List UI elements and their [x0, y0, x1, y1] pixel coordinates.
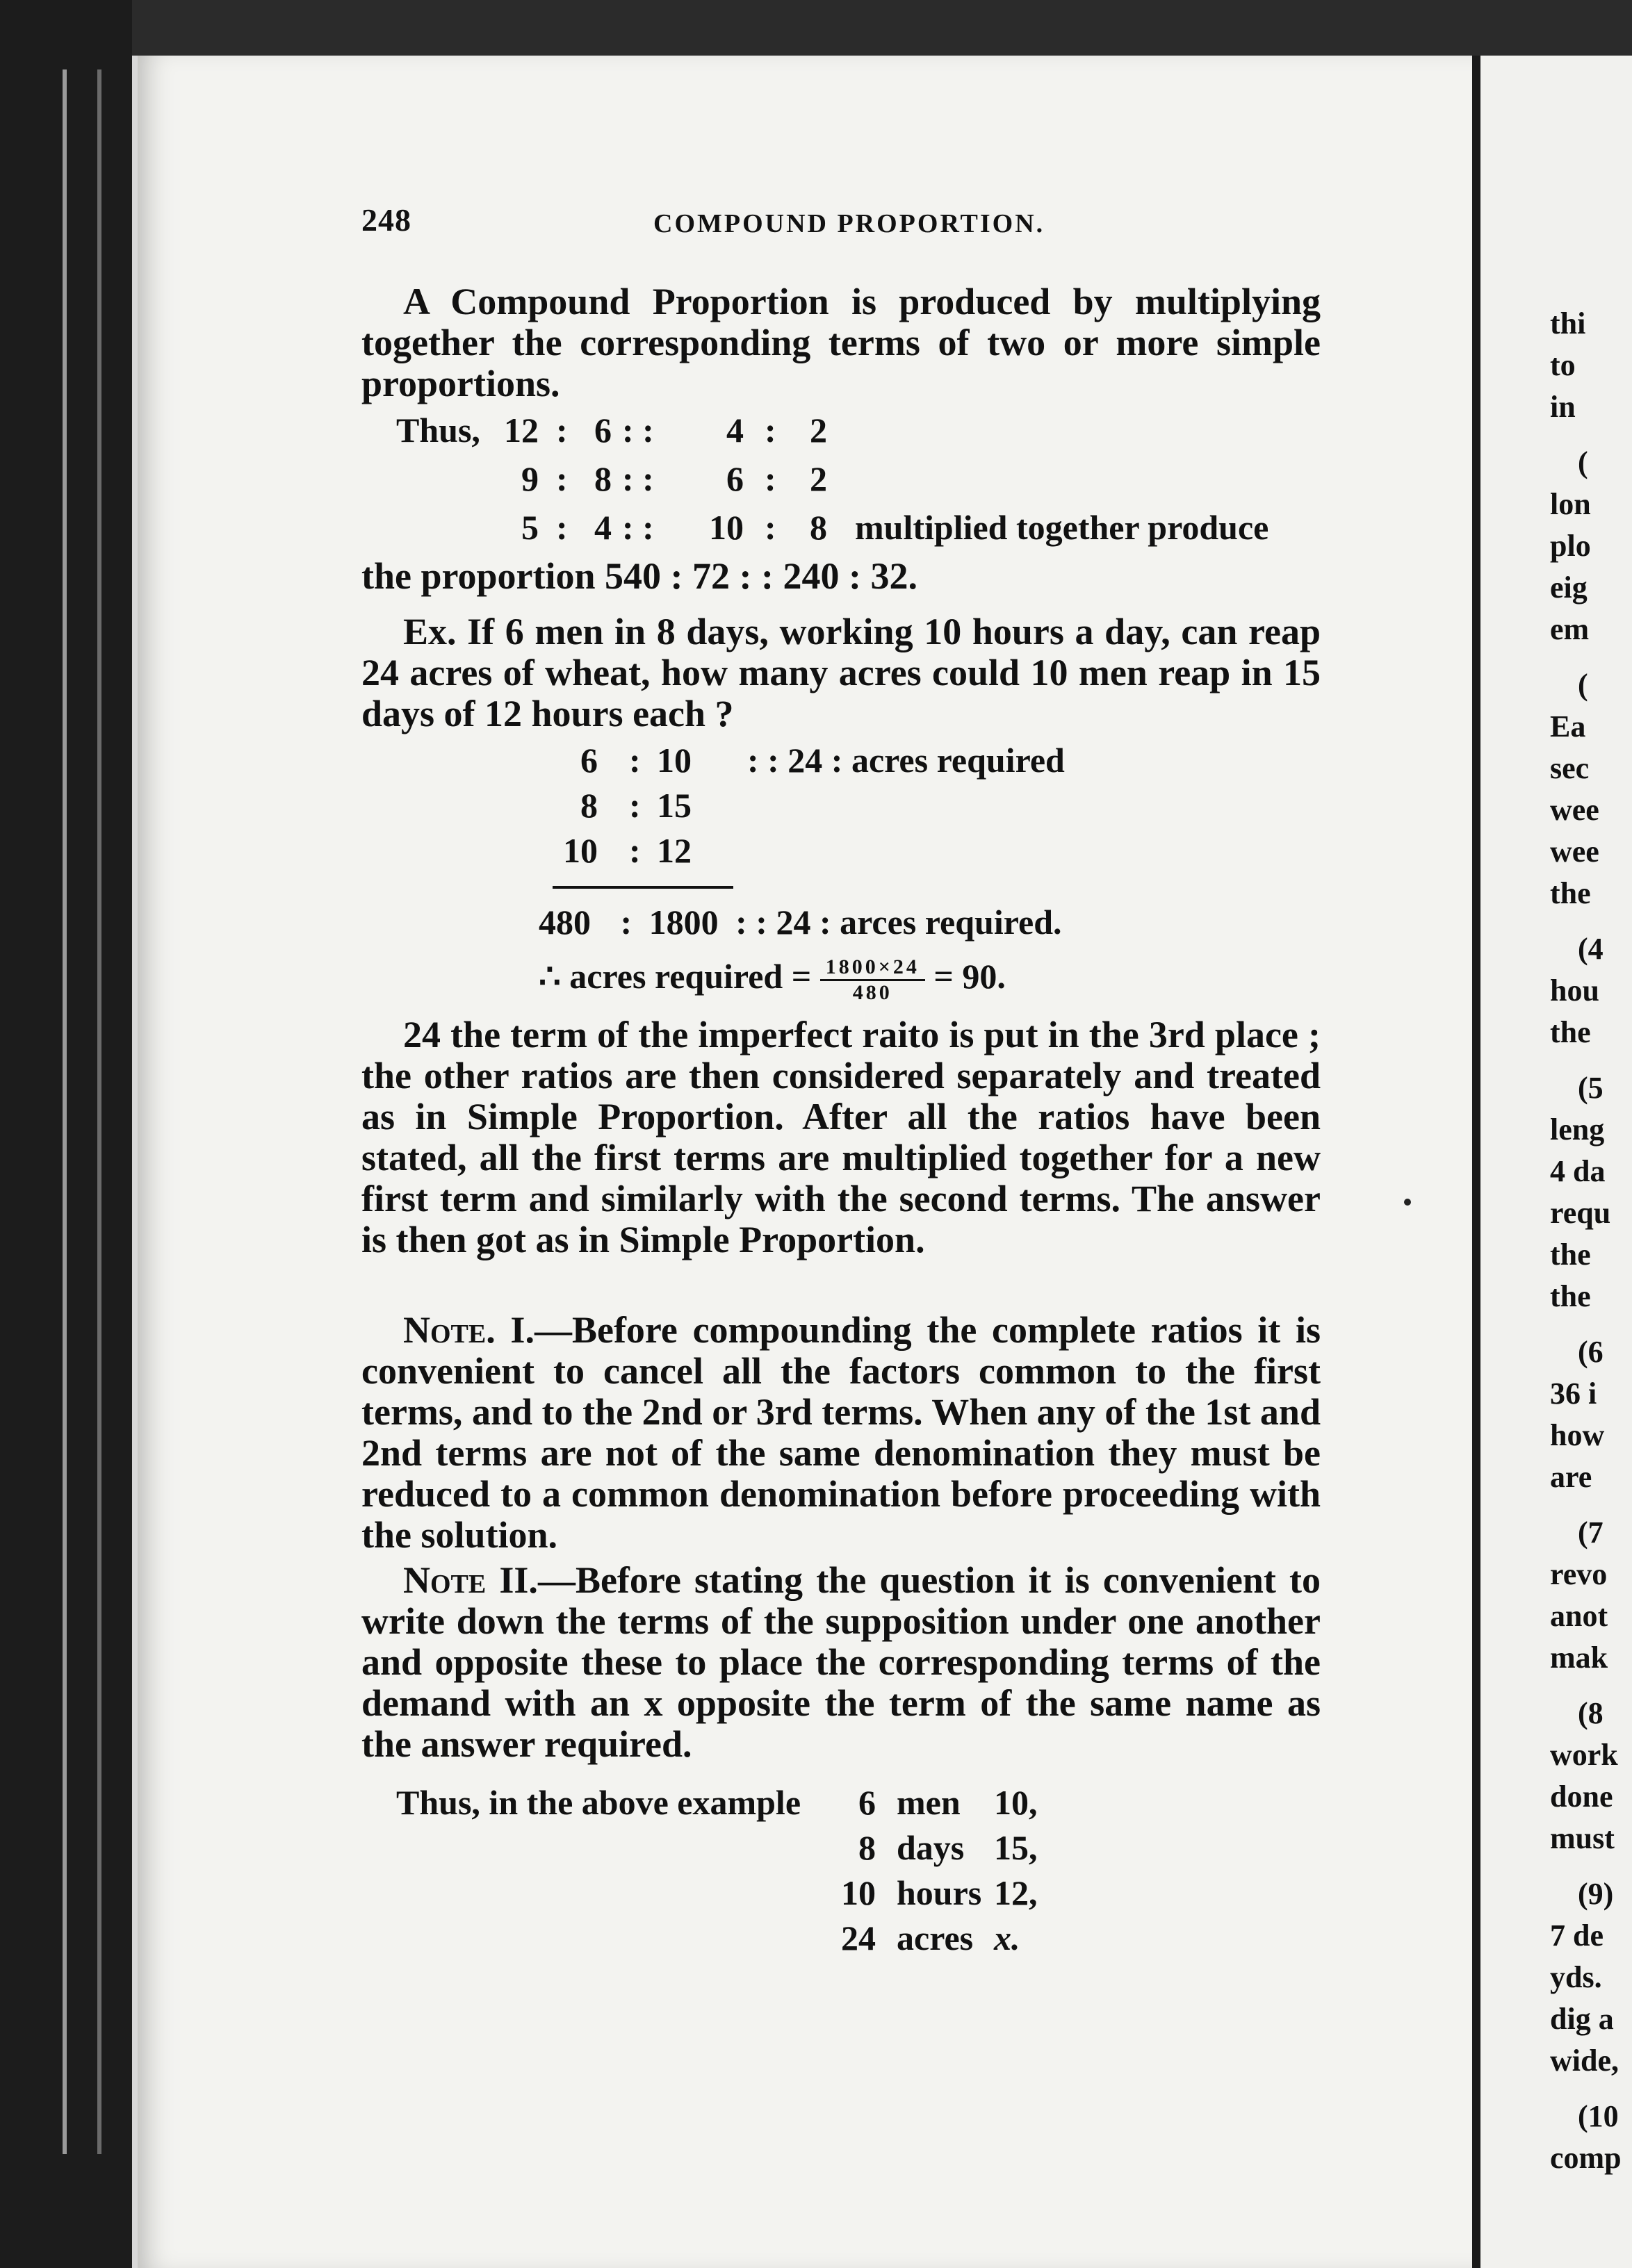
facing-fragment: leng	[1550, 1112, 1605, 1147]
colon-sep: :	[556, 411, 568, 450]
binding-edge	[97, 69, 101, 2154]
product-rest: : : 24 : arces required.	[735, 903, 1062, 942]
facing-fragment: eig	[1550, 570, 1588, 605]
formula-prefix: ∴ acres required =	[539, 956, 812, 996]
facing-fragment: (8	[1578, 1696, 1604, 1730]
demand-value: 12,	[994, 1873, 1038, 1912]
thus-result: the proportion 540 : 72 : : 240 : 32.	[361, 555, 917, 597]
ratio-tail: multiplied together produce	[855, 508, 1269, 547]
fraction	[820, 955, 925, 1005]
supposition-number: 6	[858, 1783, 876, 1822]
facing-fragment: revo	[1550, 1557, 1608, 1591]
facing-fragment: wee	[1550, 835, 1599, 869]
double-colon-sep: : :	[622, 459, 654, 498]
facing-fragment: done	[1550, 1780, 1613, 1814]
facing-fragment: 36 i	[1550, 1377, 1597, 1411]
facing-page	[1480, 56, 1632, 2268]
facing-fragment: (	[1578, 668, 1588, 702]
colon-sep: :	[629, 831, 641, 870]
facing-fragment: must	[1550, 1821, 1615, 1855]
fraction-denominator: 480	[852, 981, 892, 1004]
ratio-term: 2	[810, 411, 827, 450]
intro-paragraph: A Compound Proportion is produced by multiplying together the corresponding terms of two or more simple proportions.	[361, 281, 1321, 404]
facing-fragment: Ea	[1550, 709, 1586, 743]
formula-suffix: = 90.	[933, 956, 1006, 996]
thus-lead: Thus,	[396, 411, 480, 450]
facing-fragment: the	[1550, 876, 1591, 910]
ratio-term: 10	[709, 508, 744, 547]
facing-fragment: (6	[1578, 1335, 1604, 1369]
facing-fragment: comp	[1550, 2141, 1622, 2175]
ratio-term: 12	[504, 411, 539, 450]
explanation-paragraph: 24 the term of the imperfect raito is put in the 3rd place ; the other ratios are then considered separately and treated as in Simple Proportion. After all the ratios have been stated, all the first terms are multiplied together for a new first term and similarly with the second terms. The answer is then got as in Simple Proportion.	[361, 1014, 1321, 1260]
facing-fragment: wide,	[1550, 2044, 1619, 2078]
facing-fragment: (5	[1578, 1071, 1604, 1105]
note-one	[361, 1310, 1321, 1556]
formula	[539, 955, 1006, 1005]
colon-sep: :	[556, 508, 568, 547]
facing-fragment: anot	[1550, 1599, 1608, 1633]
supposition-unit: men	[897, 1783, 961, 1822]
ratio-term: 8	[594, 459, 612, 498]
note-one-label: Note. I.	[403, 1309, 535, 1351]
facing-fragment: the	[1550, 1238, 1591, 1272]
facing-fragment: work	[1550, 1738, 1618, 1772]
facing-fragment: the	[1550, 1015, 1591, 1049]
note-two	[361, 1560, 1321, 1765]
colon-sep: :	[765, 459, 776, 498]
ratio-term: 4	[594, 508, 612, 547]
facing-fragment: thi	[1550, 306, 1586, 340]
facing-fragment: 7 de	[1550, 1918, 1604, 1953]
page-number: 248	[361, 202, 411, 238]
colon-sep: :	[765, 508, 776, 547]
facing-fragment: dig a	[1550, 2002, 1614, 2036]
facing-fragment: (9)	[1578, 1877, 1614, 1911]
facing-fragment: the	[1550, 1279, 1591, 1313]
stating-second: 12	[657, 831, 692, 870]
running-title: COMPOUND PROPORTION.	[653, 209, 1045, 238]
facing-fragment: mak	[1550, 1641, 1608, 1675]
note-two-text: —Before stating the question it is convenient to write down the terms of the supposition under one another and opposite these to place the corresponding terms of the demand with an x opposite the term of the same name as the answer required.	[361, 1559, 1321, 1765]
facing-fragment: (10	[1578, 2099, 1619, 2133]
facing-fragment: em	[1550, 612, 1590, 646]
binding-edge	[63, 69, 67, 2154]
colon-sep: :	[629, 786, 641, 825]
thus-two-lead: Thus, in the above example	[396, 1783, 801, 1822]
supposition-unit: days	[897, 1828, 965, 1867]
facing-fragment: (7	[1578, 1515, 1604, 1550]
facing-fragment: wee	[1550, 793, 1599, 827]
page-gutter	[1472, 56, 1480, 2268]
facing-fragment: hou	[1550, 973, 1599, 1008]
supposition-number: 8	[858, 1828, 876, 1867]
facing-fragment: yds.	[1550, 1960, 1602, 1994]
double-colon-sep: : :	[622, 411, 654, 450]
ratio-term: 8	[810, 508, 827, 547]
colon-sep: :	[629, 741, 641, 780]
facing-fragment: lon	[1550, 487, 1591, 521]
facing-fragment: are	[1550, 1460, 1592, 1494]
ratio-term: 5	[521, 508, 539, 547]
facing-fragment: (	[1578, 445, 1588, 479]
double-colon-sep: : :	[622, 508, 654, 547]
ink-speck	[1404, 1199, 1411, 1206]
facing-fragment: how	[1550, 1418, 1605, 1452]
stating-rest: : : 24 : acres required	[747, 741, 1065, 780]
facing-fragment: requ	[1550, 1196, 1611, 1230]
supposition-number: 10	[841, 1873, 876, 1912]
ratio-term: 9	[521, 459, 539, 498]
facing-fragment: 4 da	[1550, 1154, 1606, 1188]
fraction-numerator: 1800×24	[820, 955, 925, 981]
facing-fragment: to	[1550, 348, 1576, 382]
colon-sep: :	[556, 459, 568, 498]
facing-fragment: in	[1550, 390, 1576, 424]
colon-sep: :	[765, 411, 776, 450]
sum-rule	[553, 886, 733, 889]
product-second: 1800	[648, 903, 719, 942]
stating-first: 6	[580, 741, 598, 780]
stating-first: 8	[580, 786, 598, 825]
demand-value: 15,	[994, 1828, 1038, 1867]
stating-second: 15	[657, 786, 692, 825]
supposition-unit: hours	[897, 1873, 982, 1912]
ratio-term: 6	[594, 411, 612, 450]
supposition-unit: acres	[897, 1918, 974, 1957]
ratio-term: 6	[726, 459, 744, 498]
stating-second: 10	[657, 741, 692, 780]
supposition-number: 24	[841, 1918, 876, 1957]
example-question: Ex. If 6 men in 8 days, working 10 hours a day, can reap 24 acres of wheat, how many acres could 10 men reap in 15 days of 12 hours each ?	[361, 611, 1321, 734]
demand-value: x.	[994, 1918, 1020, 1957]
note-one-text: —Before compounding the complete ratios it is convenient to cancel all the factors common to the first terms, and to the 2nd or 3rd terms. When any of the 1st and 2nd terms are not of the same denomination they must be reduced to a common denomination before proceeding with the solution.	[361, 1309, 1321, 1556]
ratio-term: 2	[810, 459, 827, 498]
note-two-label: Note II.	[403, 1559, 538, 1601]
facing-fragment: (4	[1578, 932, 1604, 966]
facing-fragment: plo	[1550, 529, 1591, 563]
demand-value: 10,	[994, 1783, 1038, 1822]
facing-fragment: sec	[1550, 751, 1590, 785]
ratio-term: 4	[726, 411, 744, 450]
stating-first: 10	[563, 831, 598, 870]
product-row: 480 : 1800 : : 24 : arces required.	[539, 903, 1062, 942]
product-first: 480	[539, 903, 591, 942]
